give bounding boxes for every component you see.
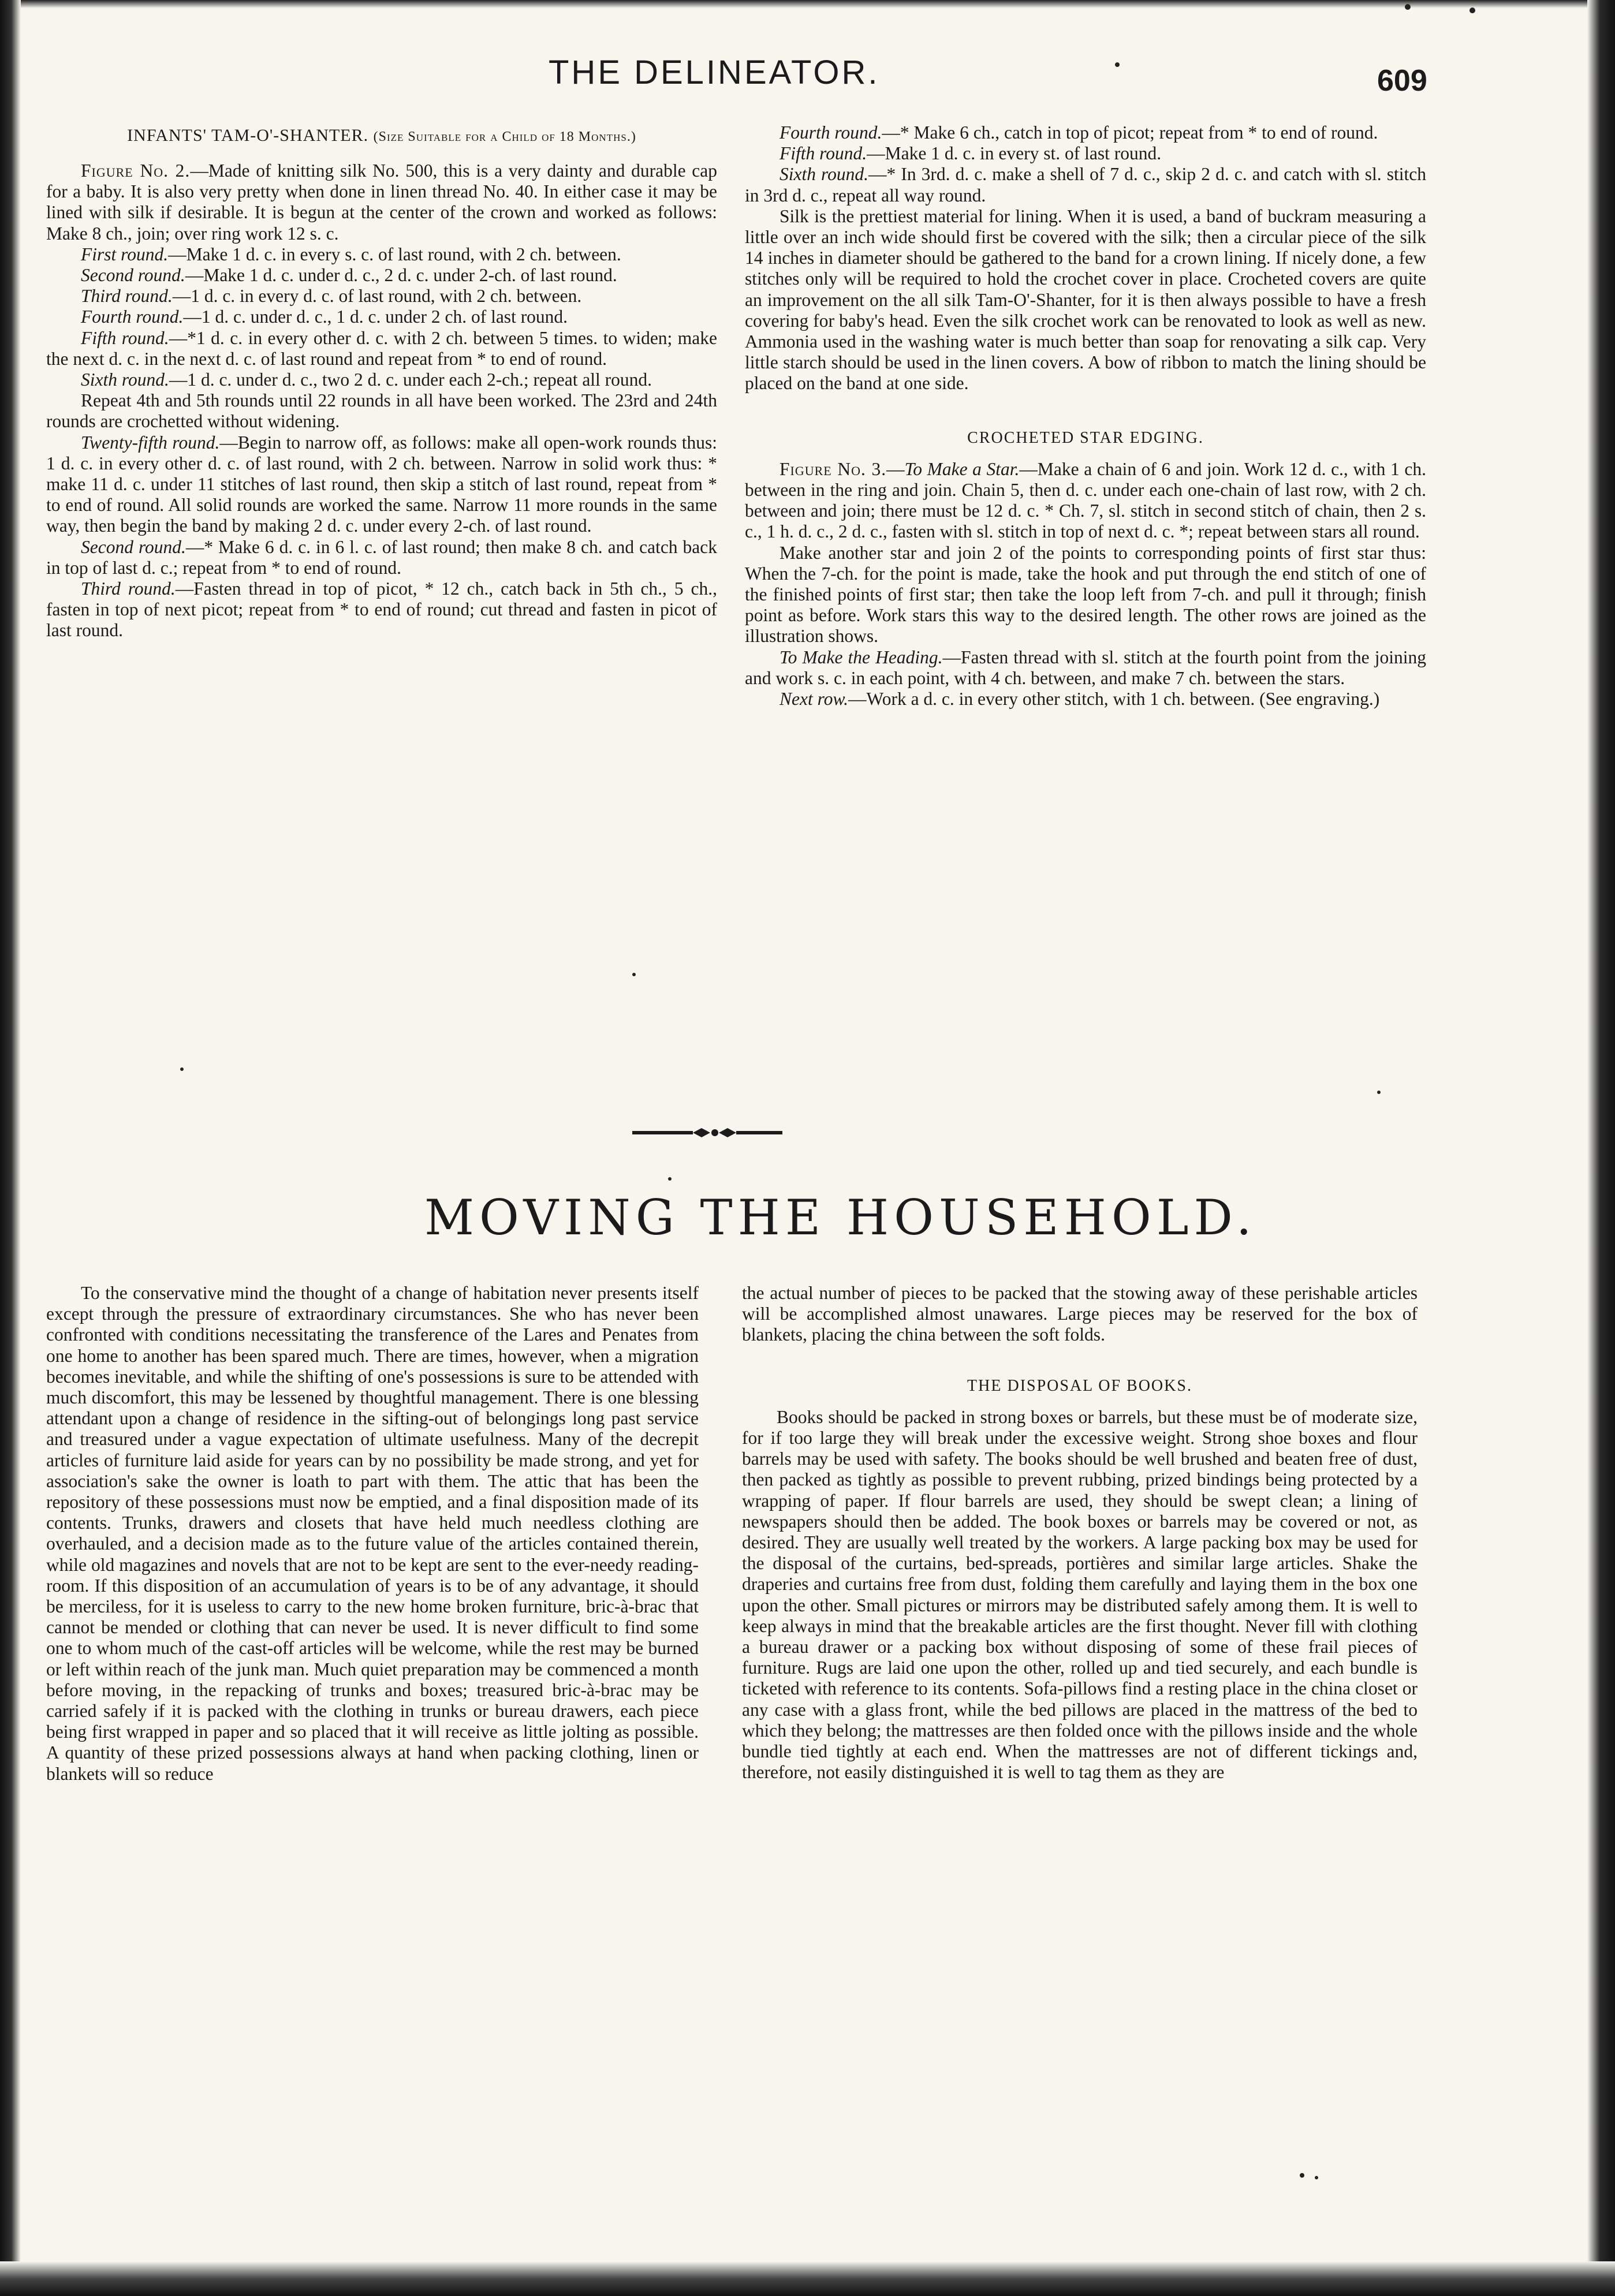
round-text: —* Make 6 d. c. in 6 l. c. of last round; then make 8 ch. and catch back in top of last d. c.; repeat from * to end of round. — [46, 536, 717, 578]
page-number: 609 — [1377, 64, 1427, 98]
round-paragraph — [46, 286, 717, 307]
round-text: —Make 1 d. c. in every s. c. of last round, with 2 ch. between. — [168, 244, 621, 264]
round-label: Third round. — [81, 578, 176, 599]
round-label: Sixth round. — [779, 164, 869, 185]
tam-o-shanter-column — [46, 122, 717, 1058]
round-label: First round. — [81, 244, 169, 264]
next-row-text: —Work a d. c. in every other stitch, with 1 ch. between. (See engraving.) — [848, 689, 1380, 710]
band-round-paragraph — [46, 578, 717, 641]
round-text: —Begin to narrow off, as follows: make all open-work rounds thus: 1 d. c. in every other d. c. of last round, with 2 ch. between. Narrow in solid work thus: * make 11 d. c. under 11 stitches of last round, then skip a stitch of last round, repeat from * to end of round. All solid rounds are worked the same. Narrow 11 more rounds in the same way, then begin the band by making 2 d. c. under every 2-ch. of last round. — [46, 432, 717, 536]
books-paragraph: Books should be packed in strong boxes or barrels, but these must be of moderate size, for if too large they will break under the excessive weight. Strong shoe boxes and flour barrels may be used with safety. The books should be well brushed and beaten free of dust, then packed as tightly as possible to prevent rubbing, prized bindings being protected by a wrapping of paper. If flour barrels are used, they should be swept clean; a lining of newspapers should then be added. The book boxes or barrels may be covered or not, as desired. They are usually well treated by the workers. A large packing box may be used for the disposal of the curtains, bed-spreads, portières and similar large articles. Shake the draperies and curtains free from dust, folding them carefully and laying them in the box one upon the other. Small pictures or mirrors may be distributed safely among them. It is well to keep always in mind that the breakable articles are the first thought. Never fill with clothing a bureau drawer or a packing box without disposing of some of these frail pieces of furniture. Rugs are laid one upon the other, rolled up and tied securely, and each bundle is ticketed with reference to its contents. Sofa-pillows find a resting place in the china closet or any case with a glass front, while the bed pillows are placed in the mattress of the bed to which they belong; the mattresses are then folded once with the pillows inside and the whole bundle tied tightly at each end. When the mattresses are not of different tickings and, therefore, not easily distinguished it is well to tag them as they are — [742, 1406, 1418, 1783]
tam-figure-label: Figure No. 2. — [81, 160, 191, 181]
star-label: To Make a Star. — [904, 458, 1020, 479]
round-paragraph — [46, 328, 717, 369]
join-paragraph: Make another star and join 2 of the points to corresponding points of first star thus: When the 7-ch. for the point is made, take the hook and put through the end stitch of one of the finished points of first star; then take the loop left from 7-ch. and pull it through; finish point as before. Work stars this way to the desired length. The other rows are joined as the illustration shows. — [745, 542, 1426, 647]
article-paragraph-continued: the actual number of pieces to be packed that the stowing away of these perishable articles will be accomplished almost unawares. Large pieces may be reserved for the box of blankets, placing the china between the soft folds. — [742, 1283, 1418, 1345]
round-label: Second round. — [81, 536, 186, 557]
round-paragraph — [46, 307, 717, 327]
band-round-paragraph — [745, 164, 1426, 206]
repeat-paragraph: Repeat 4th and 5th rounds until 22 rounds in all have been worked. The 23rd and 24th rounds are crochetted without widening. — [46, 390, 717, 432]
band-round-paragraph — [46, 537, 717, 578]
scan-edge-bottom — [0, 2261, 1615, 2296]
article-column-right — [742, 1283, 1418, 2103]
scan-binding-edge-left — [0, 0, 21, 2296]
round-text: —* Make 6 ch., catch in top of picot; repeat from * to end of round. — [882, 122, 1378, 143]
round-paragraph — [46, 244, 717, 265]
round-text: —Fasten thread in top of picot, * 12 ch., catch back in 5th ch., 5 ch., fasten in top of next picot; repeat from * to end of round; cut thread and fasten in picot of last round. — [46, 578, 717, 641]
heading-text: —Fasten thread with sl. stitch at the fourth point from the joining and work s. c. in each point, with 4 ch. between, and make 7 ch. between the stars. — [745, 647, 1426, 688]
round-text: —Make 1 d. c. under d. c., 2 d. c. under 2-ch. of last round. — [185, 265, 617, 286]
running-title: THE DELINEATOR. — [549, 54, 880, 91]
tam-intro-paragraph — [46, 160, 717, 244]
article-paragraph: To the conservative mind the thought of a change of habitation never presents itself except through the pressure of extraordinary circumstances. She who has never been confronted with conditions necessitating the transference of the Lares and Penates from one home to another has been spared much. There are times, however, when a migration becomes inevitable, and while the shifting of one's possessions is sure to be attended with much discomfort, this may be lessened by thoughtful management. There is one blessing attendant upon a change of residence in the sifting-out of belongings long past service and treasured under a vague expectation of ultimate usefulness. Many of the decrepit articles of furniture laid aside for years can by no possibility be made strong, and yet for association's sake the owner is loath to part with them. The attic that has been the repository of these possessions must now be emptied, and a final disposition made of its contents. Trunks, drawers and closets that have held much needless clothing are overhauled, and a decision made as to the future value of the articles contained therein, while old magazines and novels that are not to be kept are sent to the ever-needy reading-room. If this disposition of an accumulation of years is to be of any advantage, it should be merciless, for it is useless to carry to the new home broken furniture, bric-à-brac that cannot be mended or clothing that can never be used. It is never difficult to find some one to whom much of the cast-off articles will be welcome, while the rest may be burned or left within reach of the junk man. Much quiet preparation may be commenced a month before moving, in the repacking of trunks and boxes; treasured bric-à-brac may be carried safely if it is packed with the clothing in trunks or bureau drawers, each piece being first wrapped in paper and so placed that it will receive as little jolting as possible. A quantity of these prized possessions always at hand when packing clothing, linen or blankets will so reduce — [46, 1283, 699, 1784]
round-label: Second round. — [81, 265, 185, 286]
band-round-paragraph — [745, 122, 1426, 143]
round-paragraph — [46, 265, 717, 286]
books-heading: THE DISPOSAL OF BOOKS. — [967, 1376, 1192, 1395]
heading-label: To Make the Heading. — [779, 647, 943, 667]
round-label: Fifth round. — [779, 143, 867, 164]
star-text: —Make a chain of 6 and join. Work 12 d. c., with 1 ch. between in the ring and join. Chain 5, then d. c. under each one-chain of last row, with 2 ch. between and join; there must be 12 d. c. * Ch. 7, sl. stitch in second stitch of chain, then 2 s. c., 1 h. d. c., 2 d. c., fasten with sl. stitch in top of next d. c. *; repeat between stars all round. — [745, 458, 1426, 542]
heading-paragraph — [745, 647, 1426, 689]
round-text: —* In 3rd. d. c. make a shell of 7 d. c., skip 2 d. c. and catch with sl. stitch in 3rd d. c., repeat all way round. — [745, 164, 1426, 206]
next-row-label: Next row. — [779, 689, 848, 710]
round-text: —*1 d. c. in every other d. c. with 2 ch. between 5 times. to widen; make the next d. c. in the next d. c. of last round and repeat from * to end of round. — [46, 327, 717, 369]
star-paragraph: Figure No. 3.—To Make a Star.—Make a chain of 6 and join. Work 12 d. c., with 1 ch. between in the ring and join. Chain 5, then d. c. under each one-chain of last row, with 2 ch. between and join; there must be 12 d. c. * Ch. 7, sl. stitch in second stitch of chain, then 2 s. c., 1 h. d. c., 2 d. c., fasten with sl. stitch in top of next d. c. *; repeat between stars all round. — [745, 458, 1426, 542]
page-top-edge — [0, 0, 1615, 8]
round-paragraph — [46, 432, 717, 537]
round-label: Fifth round. — [81, 327, 169, 348]
round-text: —1 d. c. under d. c., 1 d. c. under 2 ch. of last round. — [183, 307, 568, 327]
tam-intro-text: —Made of knitting silk No. 500, this is a very dainty and durable cap for a baby. It is also very pretty when done in linen thread No. 40. In either case it may be lined with silk if desirable. It is begun at the center of the crown and worked as follows: Make 8 ch., join; over ring work 12 s. c. — [46, 160, 717, 244]
article-title: MOVING THE HOUSEHOLD. — [424, 1189, 1257, 1246]
band-round-paragraph — [745, 143, 1426, 164]
round-text: —1 d. c. under d. c., two 2 d. c. under each 2-ch.; repeat all round. — [169, 369, 652, 390]
next-row-paragraph — [745, 689, 1426, 710]
round-label: Third round. — [81, 286, 173, 307]
tam-size-note: (Size Suitable for a Child of 18 Months.) — [373, 129, 636, 144]
star-edging-column — [745, 122, 1426, 1075]
tam-title: INFANTS' TAM-O'-SHANTER. — [127, 126, 369, 145]
round-label: Twenty-fifth round. — [81, 432, 220, 453]
round-label: Sixth round. — [81, 369, 169, 390]
tam-heading — [46, 125, 717, 148]
round-paragraph — [46, 369, 717, 390]
article-column-left — [46, 1283, 699, 2103]
round-label: Fourth round. — [779, 122, 882, 143]
section-divider-ornament — [632, 1126, 782, 1140]
round-text: —1 d. c. in every d. c. of last round, with 2 ch. between. — [172, 286, 582, 307]
round-label: Fourth round. — [81, 307, 184, 327]
edging-figure-label: Figure No. 3. — [779, 458, 887, 479]
lining-paragraph: Silk is the prettiest material for lining. When it is used, a band of buckram measuring a little over an inch wide should first be covered with the silk; then a circular piece of the silk 14 inches in diameter should be gathered to the band for a crown lining. If nicely done, a few stitches only will be required to hold the crochet cover in place. Crocheted covers are quite an improvement on the all silk Tam-O'-Shanter, for it is then always possible to have a fresh covering for baby's head. Even the silk crochet work can be renovated to look as well as new. Ammonia used in the washing water is much better than soap for renovating a silk cap. Very little starch should be used in the linen covers. A bow of ribbon to match the lining should be placed on the band at one side. — [745, 206, 1426, 394]
scan-edge-right — [1587, 0, 1615, 2296]
edging-heading: CROCHETED STAR EDGING. — [967, 428, 1204, 447]
round-text: —Make 1 d. c. in every st. of last round. — [867, 143, 1162, 164]
